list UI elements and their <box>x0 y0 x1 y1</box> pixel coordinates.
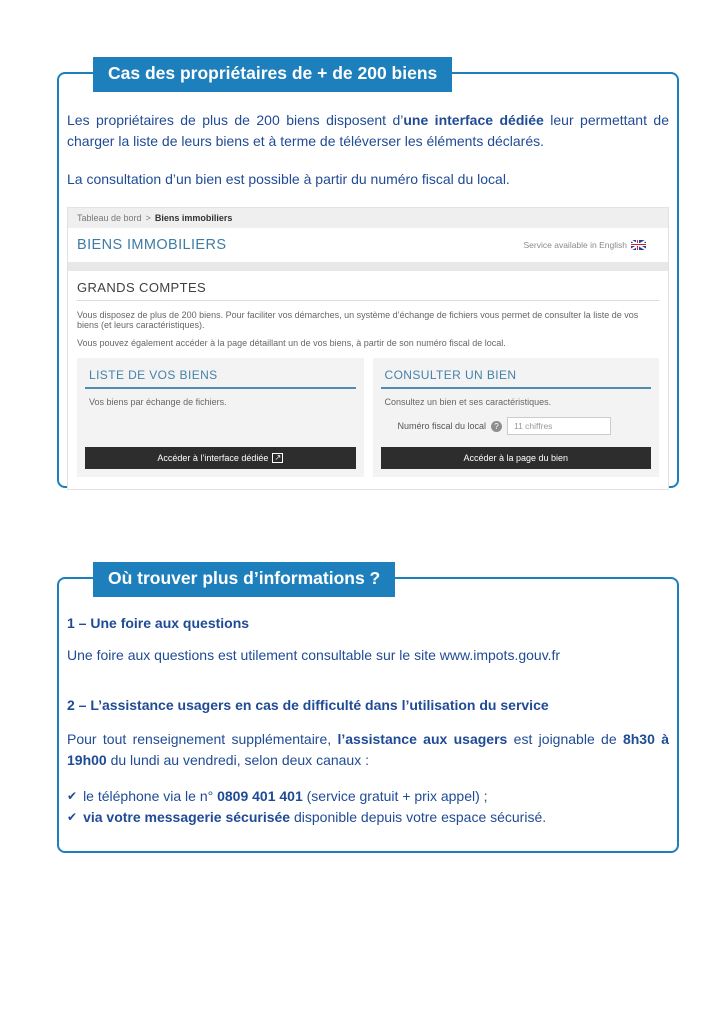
access-interface-button-label: Accéder à l’interface dédiée <box>157 453 269 463</box>
assistance-item-title: 2 – L’assistance usagers en cas de difficulté dans l’utilisation du service <box>67 697 549 713</box>
card-liste-biens-text: Vos biens par échange de fichiers. <box>89 397 227 407</box>
access-page-button[interactable] <box>381 447 652 469</box>
consultation-paragraph: La consultation d’un bien est possible à partir du numéro fiscal du local. <box>67 171 510 187</box>
fiscal-number-input[interactable] <box>507 417 611 435</box>
check-icon: ✔ <box>67 789 78 803</box>
phone-bullet-text: le téléphone via le n° 0809 401 401 (service gratuit + prix appel) ; <box>83 788 488 804</box>
section-more-info <box>57 568 679 853</box>
breadcrumb <box>68 208 668 228</box>
card-consulter-bien <box>373 358 660 477</box>
section-200-biens <box>57 63 679 488</box>
english-service-link[interactable] <box>524 240 646 250</box>
section-more-info-content <box>59 579 677 828</box>
breadcrumb-separator: > <box>145 213 151 223</box>
section-more-info-title: Où trouver plus d’informations ? <box>93 562 395 597</box>
access-interface-button[interactable] <box>85 447 356 469</box>
portal-screenshot <box>67 207 669 490</box>
english-service-label: Service available in English <box>523 240 627 250</box>
portal-page-title: BIENS IMMOBILIERS <box>77 237 227 253</box>
card-consulter-bien-title: CONSULTER UN BIEN <box>381 368 652 389</box>
fiscal-number-label: Numéro fiscal du local <box>397 421 486 431</box>
separator-band <box>68 262 668 271</box>
assistance-paragraph: Pour tout renseignement supplémentaire, l’assistance aux usagers est joignable de 8h30 à 19h00 du lundi au vendredi, selon deux canaux : <box>67 731 669 768</box>
intro-paragraph: Les propriétaires de plus de 200 biens disposent d’une interface dédiée leur permettant de charger la liste de leurs biens et à terme de téléverser les éléments déclarés. <box>67 112 669 149</box>
portal-title-bar <box>68 228 668 262</box>
card-liste-biens <box>77 358 364 477</box>
check-icon: ✔ <box>67 810 78 824</box>
list-item <box>67 807 669 828</box>
faq-item-text: Une foire aux questions est utilement consultable sur le site www.impots.gouv.fr <box>67 647 561 663</box>
grands-comptes-heading: GRANDS COMPTES <box>77 280 659 301</box>
access-page-button-label: Accéder à la page du bien <box>463 453 569 463</box>
portal-intro-line-1: Vous disposez de plus de 200 biens. Pour faciliter vos démarches, un système d’échange de fichiers vous permet de consulter la liste de vos biens (et leurs caractéristiques). <box>77 310 639 330</box>
portal-intro-line-2: Vous pouvez également accéder à la page détaillant un de vos biens, à partir de son numéro fiscal de local. <box>77 338 506 348</box>
external-link-icon: ↗ <box>274 453 282 462</box>
breadcrumb-dashboard-link[interactable]: Tableau de bord <box>77 213 142 223</box>
card-liste-biens-title: LISTE DE VOS BIENS <box>85 368 356 389</box>
fiscal-number-field-row <box>381 417 612 435</box>
section-200-biens-title: Cas des propriétaires de + de 200 biens <box>93 57 452 92</box>
card-consulter-bien-text: Consultez un bien et ses caractéristiques. <box>384 397 552 407</box>
faq-item-title: 1 – Une foire aux questions <box>67 615 250 631</box>
messaging-bullet-text: via votre messagerie sécurisée disponible depuis votre espace sécurisé. <box>83 809 547 825</box>
list-item <box>67 786 669 807</box>
uk-flag-icon <box>631 240 646 250</box>
portal-cards <box>77 358 659 477</box>
portal-body <box>68 271 668 489</box>
breadcrumb-current-page: Biens immobiliers <box>154 213 233 223</box>
help-icon[interactable]: ? <box>491 421 502 432</box>
section-200-biens-content <box>59 74 677 490</box>
